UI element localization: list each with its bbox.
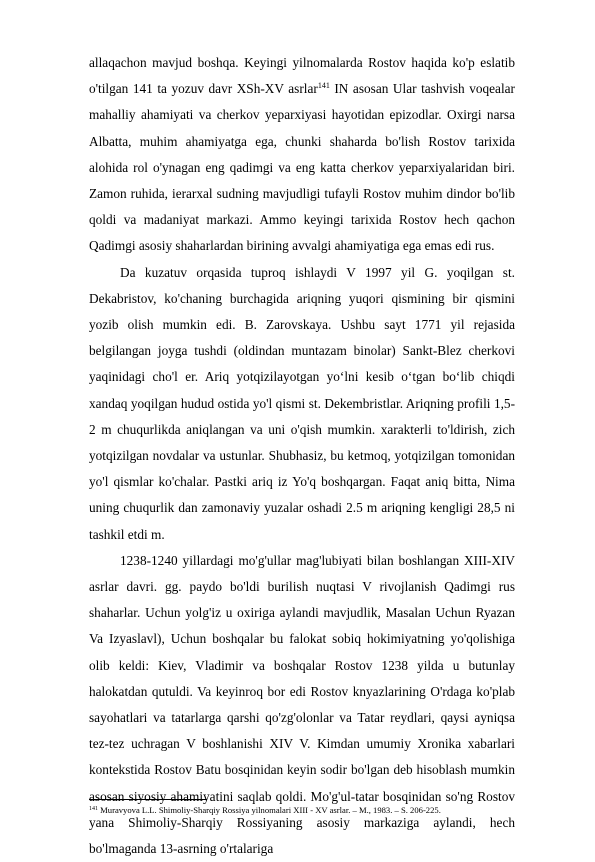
- body-text: [89, 50, 515, 862]
- paragraph-1-text-start: allaqachon mavjud boshqa. Keyingi yilnomalarda Rostov haqida ko'p eslatib o'tilgan 141 ta yozuv davr XSh-XV asrlar: [89, 55, 515, 97]
- paragraph-3: 1238-1240 yillardagi mo'g'ullar mag'lubiyati bilan boshlangan XIII-XIV asrlar davri. gg. paydo bo'ldi burilish nuqtasi V rivojlanish Qadimgi rus shaharlar. Uchun yolg'iz u oxiriga aylandi mavjudlik, Masalan Uchun Ryazan Va Izyaslavl), Uchun boshqalar bu falokat sobiq hokimiyatning yo'qolishiga olib keldi: Kiev, Vladimir va boshqalar Rostov 1238 yilda u butunlay halokatdan qutuldi. Va keyinroq bor edi Rostov knyazlarining O'rdaga ko'plab sayohatlari va tatarlarga qarshi qo'zg'olonlar va Tatar reydlari, qaysi ayniqsa tez-tez uchragan V boshlanishi XIV V. Kimdan umumiy Xronika xabarlari kontekstida Rostov Batu bosqinidan keyin sodir bo'lgan deb hisoblash mumkin asosan siyosiy ahamiyatini saqlab qoldi. Mo'g'ul-tatar bosqinidan so'ng Rostov yana Shimoliy-Sharqiy Rossiyaning asosiy markaziga aylandi, hech bo'lmaganda 13-asrning o'rtalariga: [89, 552, 515, 857]
- footnote-separator: [89, 799, 207, 800]
- paragraph-1-text-end: IN asosan Ular tashvish voqealar mahalliy ahamiyati va cherkov yeparxiyasi hayotidan epizodlar. Oxirgi narsa Albatta, muhim ahamiyatga ega, chunki shaharda bo'lish Rostov tarixida alohida rol o'ynagan eng qadimgi va eng katta cherkov yeparxiyalaridan biri. Zamon ruhida, ierarxal sudning mavjudligi tufayli Rostov muhim dindor bo'lib qoldi va madaniyat markazi. Ammo keyingi tarixida Rostov hech qachon Qadimgi asosiy shaharlardan birining avvalgi ahamiyatiga ega emas edi rus.: [89, 81, 515, 254]
- footnote: [89, 805, 519, 816]
- footnote-text: Muravyova L.L. Shimoliy-Sharqiy Rossiya yilnomalari XIII - XV asrlar. – M., 1983. – S. 206-225.: [98, 805, 441, 815]
- footnote-reference: 141: [317, 81, 330, 91]
- paragraph-1: [89, 50, 515, 260]
- footnote-number: 141: [89, 806, 98, 812]
- paragraph-2: Da kuzatuv orqasida tuproq ishlaydi V 1997 yil G. yoqilgan st. Dekabristov, ko'chaning burchagida ariqning yuqori qismining bir qismini yozib olish mumkin edi. B. Zarovskaya. Ushbu sayt 1771 yil rejasida belgilangan joyga tushdi (oldindan muntazam binolar) Sankt-Blez cherkovi yaqinidagi cho'l er. Ariq yotqizilayotgan yo‘lni kesib o‘tgan bo‘lib chiqdi xandaq yoqilgan hudud ostida yo'l qismi st. Dekembristlar. Ariqning profili 1,5-2 m chuqurlikda aniqlangan va uni o'qish mumkin. xarakterli to'ldirish, zich yotqizilgan novdalar va ustunlar. Shubhasiz, bu ketmoq, yotqizilgan tomonidan yo'l qismlar ko'chalar. Pastki ariq iz Yo'q boshqargan. Faqat aniq bitta, Nima uning chuqurlik dan zamonaviy yuzalar oshadi 2.5 m ariqning kengligi 28,5 ni tashkil etdi m.: [89, 264, 515, 542]
